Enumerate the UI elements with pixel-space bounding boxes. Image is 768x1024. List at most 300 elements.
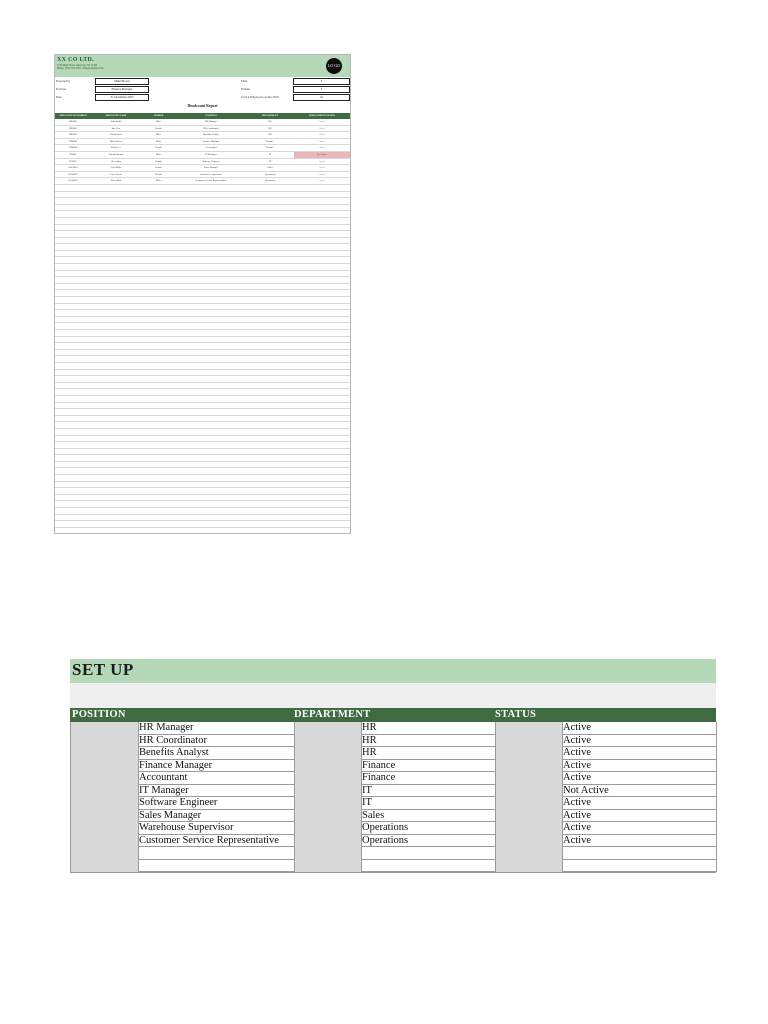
status-item[interactable]: Not Active	[563, 785, 717, 798]
cell-id[interactable]	[55, 508, 91, 514]
position-item[interactable]	[139, 847, 295, 860]
position-item[interactable]: Warehouse Supervisor	[139, 822, 295, 835]
cell-position[interactable]	[176, 330, 246, 336]
cell-position[interactable]	[176, 376, 246, 382]
cell-gender[interactable]	[141, 277, 176, 283]
cell-gender[interactable]	[141, 383, 176, 389]
cell-id[interactable]	[55, 297, 91, 303]
cell-gender[interactable]	[141, 429, 176, 435]
cell-name[interactable]	[91, 264, 141, 270]
cell-dept[interactable]	[246, 337, 294, 343]
cell-position[interactable]	[176, 409, 246, 415]
cell-gender[interactable]	[141, 304, 176, 310]
cell-position[interactable]	[176, 455, 246, 461]
cell-status[interactable]: Active	[318, 159, 326, 163]
cell-dept[interactable]	[246, 211, 294, 217]
cell-id[interactable]	[55, 436, 91, 442]
position-item[interactable]: HR Coordinator	[139, 735, 295, 748]
cell-dept[interactable]	[246, 455, 294, 461]
cell-status[interactable]	[294, 436, 350, 442]
cell-position[interactable]	[176, 343, 246, 349]
cell-dept[interactable]: IT	[268, 152, 272, 156]
cell-name[interactable]	[91, 198, 141, 204]
cell-status[interactable]: Active	[318, 120, 326, 123]
cell-dept[interactable]	[246, 225, 294, 231]
cell-dept[interactable]	[246, 290, 294, 296]
cell-name[interactable]	[91, 225, 141, 231]
cell-position[interactable]	[176, 449, 246, 455]
cell-gender[interactable]	[141, 416, 176, 422]
cell-id[interactable]	[55, 462, 91, 468]
cell-id[interactable]	[55, 330, 91, 336]
cell-position[interactable]	[176, 475, 246, 481]
cell-name[interactable]: Lisa Miller	[110, 166, 122, 170]
cell-dept[interactable]	[246, 436, 294, 442]
cell-id[interactable]: HR0001	[68, 120, 78, 123]
cell-name[interactable]	[91, 403, 141, 409]
cell-name[interactable]	[91, 185, 141, 191]
department-item[interactable]: HR	[362, 735, 496, 748]
cell-name[interactable]: Ali Asghar	[110, 159, 122, 163]
cell-status[interactable]	[294, 297, 350, 303]
cell-gender[interactable]: Female	[154, 126, 163, 130]
cell-name[interactable]	[91, 304, 141, 310]
cell-gender[interactable]	[141, 343, 176, 349]
cell-position[interactable]	[176, 422, 246, 428]
cell-dept[interactable]	[246, 429, 294, 435]
cell-dept[interactable]	[246, 501, 294, 507]
cell-id[interactable]	[55, 251, 91, 257]
cell-status[interactable]	[294, 416, 350, 422]
cell-gender[interactable]	[141, 475, 176, 481]
cell-gender[interactable]	[141, 455, 176, 461]
cell-gender[interactable]	[141, 198, 176, 204]
cell-id[interactable]	[55, 455, 91, 461]
cell-position[interactable]	[176, 363, 246, 369]
cell-status[interactable]	[294, 198, 350, 204]
cell-gender[interactable]	[141, 310, 176, 316]
meta-value-female[interactable]: 5	[293, 86, 350, 93]
cell-status[interactable]	[294, 218, 350, 224]
cell-gender[interactable]	[141, 515, 176, 521]
cell-status[interactable]: Not Active	[294, 152, 350, 158]
cell-id[interactable]	[55, 238, 91, 244]
cell-position[interactable]	[176, 284, 246, 290]
cell-position[interactable]	[176, 370, 246, 376]
cell-position[interactable]	[176, 521, 246, 527]
cell-name[interactable]	[91, 251, 141, 257]
cell-dept[interactable]	[246, 244, 294, 250]
cell-gender[interactable]: Female	[154, 172, 163, 176]
cell-status[interactable]	[294, 343, 350, 349]
cell-gender[interactable]	[141, 370, 176, 376]
cell-dept[interactable]	[246, 343, 294, 349]
cell-id[interactable]	[55, 231, 91, 237]
cell-name[interactable]	[91, 238, 141, 244]
cell-status[interactable]: Active	[318, 166, 326, 170]
cell-dept[interactable]	[246, 416, 294, 422]
cell-status[interactable]	[294, 521, 350, 527]
cell-gender[interactable]	[141, 185, 176, 191]
cell-name[interactable]	[91, 297, 141, 303]
cell-status[interactable]	[294, 376, 350, 382]
cell-position[interactable]	[176, 317, 246, 323]
cell-status[interactable]	[294, 442, 350, 448]
cell-position[interactable]	[176, 429, 246, 435]
cell-status[interactable]	[294, 238, 350, 244]
cell-name[interactable]	[91, 205, 141, 211]
cell-gender[interactable]	[141, 396, 176, 402]
cell-position[interactable]	[176, 205, 246, 211]
cell-status[interactable]	[294, 482, 350, 488]
cell-dept[interactable]	[246, 462, 294, 468]
cell-name[interactable]	[91, 310, 141, 316]
cell-name[interactable]	[91, 317, 141, 323]
cell-dept[interactable]	[246, 449, 294, 455]
cell-status[interactable]	[294, 363, 350, 369]
cell-gender[interactable]	[141, 284, 176, 290]
cell-gender[interactable]: Male	[156, 139, 161, 143]
cell-id[interactable]	[55, 290, 91, 296]
cell-status[interactable]: Active	[318, 126, 326, 130]
cell-status[interactable]	[294, 403, 350, 409]
cell-name[interactable]	[91, 343, 141, 349]
cell-status[interactable]	[294, 356, 350, 362]
cell-status[interactable]	[294, 205, 350, 211]
cell-gender[interactable]: Male	[156, 179, 161, 183]
cell-status[interactable]: Active	[318, 172, 326, 176]
cell-position[interactable]	[176, 297, 246, 303]
cell-id[interactable]	[55, 323, 91, 329]
cell-gender[interactable]	[141, 271, 176, 277]
cell-gender[interactable]	[141, 251, 176, 257]
cell-dept[interactable]	[246, 238, 294, 244]
cell-name[interactable]: David Johnson	[108, 152, 124, 156]
cell-id[interactable]	[55, 211, 91, 217]
cell-name[interactable]	[91, 462, 141, 468]
department-item[interactable]: IT	[362, 797, 496, 810]
cell-gender[interactable]: Male	[156, 133, 161, 137]
cell-position[interactable]	[176, 198, 246, 204]
cell-dept[interactable]	[246, 383, 294, 389]
cell-id[interactable]	[55, 442, 91, 448]
status-item[interactable]: Active	[563, 747, 717, 760]
cell-status[interactable]	[294, 225, 350, 231]
position-item[interactable]: Benefits Analyst	[139, 747, 295, 760]
cell-status[interactable]	[294, 277, 350, 283]
cell-gender[interactable]	[141, 468, 176, 474]
cell-name[interactable]: John Smith	[110, 120, 122, 123]
cell-dept[interactable]	[246, 277, 294, 283]
cell-id[interactable]	[55, 244, 91, 250]
cell-name[interactable]	[91, 422, 141, 428]
cell-position[interactable]	[176, 350, 246, 356]
department-item[interactable]: HR	[362, 722, 496, 735]
cell-position[interactable]	[176, 468, 246, 474]
cell-id[interactable]	[55, 468, 91, 474]
cell-gender[interactable]	[141, 436, 176, 442]
cell-name[interactable]	[91, 244, 141, 250]
cell-dept[interactable]	[246, 521, 294, 527]
cell-dept[interactable]	[246, 304, 294, 310]
cell-position[interactable]	[176, 310, 246, 316]
cell-dept[interactable]	[246, 488, 294, 494]
cell-position[interactable]: Accountant	[205, 146, 217, 150]
cell-position[interactable]	[176, 501, 246, 507]
cell-id[interactable]	[55, 495, 91, 501]
cell-position[interactable]	[176, 225, 246, 231]
cell-status[interactable]	[294, 449, 350, 455]
cell-position[interactable]: IT Manager	[205, 152, 217, 156]
cell-name[interactable]	[91, 192, 141, 198]
cell-name[interactable]	[91, 475, 141, 481]
cell-dept[interactable]	[246, 218, 294, 224]
cell-dept[interactable]: IT	[268, 159, 272, 163]
cell-name[interactable]: Kurt Child	[110, 179, 122, 183]
cell-id[interactable]	[55, 422, 91, 428]
cell-id[interactable]	[55, 205, 91, 211]
cell-status[interactable]	[294, 501, 350, 507]
cell-name[interactable]	[91, 323, 141, 329]
cell-id[interactable]	[55, 376, 91, 382]
cell-gender[interactable]	[141, 403, 176, 409]
cell-position[interactable]	[176, 442, 246, 448]
cell-gender[interactable]	[141, 449, 176, 455]
cell-name[interactable]	[91, 218, 141, 224]
cell-id[interactable]: FIN0002	[68, 146, 78, 150]
cell-status[interactable]	[294, 231, 350, 237]
cell-name[interactable]	[91, 277, 141, 283]
cell-id[interactable]	[55, 264, 91, 270]
meta-value-prepared-by[interactable]: Mike Brown	[95, 78, 149, 85]
cell-name[interactable]	[91, 409, 141, 415]
meta-value-date[interactable]: 31 December 2025	[95, 94, 149, 101]
cell-dept[interactable]	[246, 257, 294, 263]
cell-gender[interactable]: Female	[154, 159, 163, 163]
cell-gender[interactable]	[141, 323, 176, 329]
cell-status[interactable]	[294, 244, 350, 250]
cell-id[interactable]	[55, 271, 91, 277]
cell-gender[interactable]	[141, 211, 176, 217]
cell-status[interactable]	[294, 185, 350, 191]
cell-name[interactable]	[91, 482, 141, 488]
cell-position[interactable]	[176, 257, 246, 263]
cell-gender[interactable]	[141, 244, 176, 250]
cell-dept[interactable]: HR	[268, 133, 272, 137]
cell-status[interactable]	[294, 495, 350, 501]
cell-status[interactable]	[294, 290, 350, 296]
cell-name[interactable]	[91, 231, 141, 237]
position-item[interactable]: HR Manager	[139, 722, 295, 735]
cell-position[interactable]	[176, 231, 246, 237]
cell-name[interactable]	[91, 389, 141, 395]
cell-gender[interactable]	[141, 462, 176, 468]
cell-position[interactable]	[176, 356, 246, 362]
cell-gender[interactable]	[141, 218, 176, 224]
cell-dept[interactable]	[246, 356, 294, 362]
cell-dept[interactable]	[246, 297, 294, 303]
status-item[interactable]	[563, 847, 717, 860]
cell-position[interactable]	[176, 482, 246, 488]
cell-id[interactable]	[55, 409, 91, 415]
cell-position[interactable]	[176, 218, 246, 224]
cell-name[interactable]	[91, 284, 141, 290]
cell-id[interactable]	[55, 277, 91, 283]
cell-name[interactable]	[91, 442, 141, 448]
cell-id[interactable]	[55, 350, 91, 356]
cell-name[interactable]	[91, 257, 141, 263]
cell-name[interactable]	[91, 455, 141, 461]
cell-name[interactable]	[91, 521, 141, 527]
cell-dept[interactable]	[246, 370, 294, 376]
cell-gender[interactable]	[141, 508, 176, 514]
cell-name[interactable]	[91, 211, 141, 217]
cell-dept[interactable]	[246, 389, 294, 395]
cell-dept[interactable]	[246, 271, 294, 277]
cell-name[interactable]	[91, 363, 141, 369]
cell-dept[interactable]	[246, 192, 294, 198]
cell-position[interactable]: Customer Service Representative	[195, 179, 227, 183]
cell-id[interactable]	[55, 396, 91, 402]
cell-gender[interactable]	[141, 337, 176, 343]
cell-name[interactable]	[91, 376, 141, 382]
cell-status[interactable]	[294, 383, 350, 389]
cell-status[interactable]	[294, 330, 350, 336]
cell-position[interactable]	[176, 462, 246, 468]
cell-dept[interactable]	[246, 482, 294, 488]
cell-status[interactable]	[294, 257, 350, 263]
cell-status[interactable]	[294, 455, 350, 461]
cell-dept[interactable]	[246, 468, 294, 474]
cell-position[interactable]	[176, 277, 246, 283]
cell-gender[interactable]: Female	[154, 146, 163, 150]
cell-position[interactable]	[176, 244, 246, 250]
cell-id[interactable]	[55, 515, 91, 521]
cell-status[interactable]	[294, 310, 350, 316]
cell-dept[interactable]	[246, 317, 294, 323]
cell-id[interactable]: IT0002	[69, 159, 77, 163]
cell-status[interactable]	[294, 211, 350, 217]
cell-status[interactable]	[294, 409, 350, 415]
cell-position[interactable]	[176, 238, 246, 244]
cell-id[interactable]	[55, 389, 91, 395]
cell-status[interactable]	[294, 370, 350, 376]
department-item[interactable]: Sales	[362, 810, 496, 823]
cell-id[interactable]	[55, 429, 91, 435]
department-item[interactable]	[362, 860, 496, 873]
status-item[interactable]: Active	[563, 797, 717, 810]
cell-position[interactable]: Benefits Analyst	[203, 133, 219, 137]
cell-gender[interactable]	[141, 231, 176, 237]
cell-name[interactable]	[91, 449, 141, 455]
cell-position[interactable]	[176, 271, 246, 277]
cell-gender[interactable]: Male	[156, 152, 161, 156]
cell-id[interactable]	[55, 343, 91, 349]
cell-gender[interactable]	[141, 350, 176, 356]
cell-id[interactable]: FIN0001	[68, 139, 78, 143]
cell-position[interactable]	[176, 211, 246, 217]
position-item[interactable]: Customer Service Representative	[139, 835, 295, 848]
cell-dept[interactable]: Sales	[267, 166, 273, 170]
cell-gender[interactable]	[141, 356, 176, 362]
cell-position[interactable]	[176, 416, 246, 422]
cell-dept[interactable]	[246, 251, 294, 257]
cell-status[interactable]: Active	[318, 179, 326, 183]
cell-gender[interactable]	[141, 363, 176, 369]
cell-dept[interactable]	[246, 323, 294, 329]
cell-position[interactable]	[176, 403, 246, 409]
status-item[interactable]	[563, 860, 717, 873]
position-item[interactable]: Finance Manager	[139, 760, 295, 773]
cell-dept[interactable]	[246, 508, 294, 514]
cell-id[interactable]	[55, 449, 91, 455]
cell-name[interactable]	[91, 350, 141, 356]
cell-id[interactable]: OPS0001	[68, 172, 78, 176]
cell-id[interactable]	[55, 192, 91, 198]
cell-position[interactable]	[176, 264, 246, 270]
cell-gender[interactable]	[141, 422, 176, 428]
cell-dept[interactable]	[246, 495, 294, 501]
cell-name[interactable]: Jane Doe	[111, 126, 121, 130]
cell-dept[interactable]	[246, 284, 294, 290]
cell-status[interactable]	[294, 271, 350, 277]
meta-value-position[interactable]: Finance Manager	[95, 86, 149, 93]
cell-dept[interactable]	[246, 422, 294, 428]
cell-status[interactable]	[294, 304, 350, 310]
cell-status[interactable]	[294, 422, 350, 428]
cell-position[interactable]	[176, 436, 246, 442]
cell-dept[interactable]: Operations	[264, 179, 276, 183]
cell-gender[interactable]	[141, 442, 176, 448]
cell-id[interactable]	[55, 317, 91, 323]
cell-gender[interactable]	[141, 290, 176, 296]
cell-gender[interactable]	[141, 205, 176, 211]
cell-dept[interactable]	[246, 350, 294, 356]
cell-status[interactable]	[294, 264, 350, 270]
department-item[interactable]	[362, 847, 496, 860]
status-item[interactable]: Active	[563, 735, 717, 748]
status-item[interactable]: Active	[563, 810, 717, 823]
cell-position[interactable]	[176, 383, 246, 389]
cell-dept[interactable]	[246, 363, 294, 369]
cell-name[interactable]	[91, 501, 141, 507]
cell-dept[interactable]	[246, 231, 294, 237]
department-item[interactable]: Finance	[362, 772, 496, 785]
cell-id[interactable]	[55, 370, 91, 376]
cell-name[interactable]: Mike Brown	[109, 139, 123, 143]
cell-status[interactable]	[294, 389, 350, 395]
cell-id[interactable]	[55, 198, 91, 204]
cell-dept[interactable]: Finance	[266, 139, 274, 143]
cell-id[interactable]	[55, 310, 91, 316]
cell-dept[interactable]: Operations	[264, 172, 276, 176]
cell-name[interactable]	[91, 416, 141, 422]
cell-name[interactable]	[91, 330, 141, 336]
meta-value-total[interactable]: 10	[293, 94, 350, 101]
cell-id[interactable]	[55, 383, 91, 389]
cell-id[interactable]	[55, 356, 91, 362]
department-item[interactable]: Operations	[362, 822, 496, 835]
cell-dept[interactable]	[246, 330, 294, 336]
cell-name[interactable]	[91, 356, 141, 362]
cell-id[interactable]: OPS0002	[68, 179, 78, 183]
cell-id[interactable]	[55, 284, 91, 290]
cell-gender[interactable]	[141, 501, 176, 507]
cell-id[interactable]	[55, 482, 91, 488]
cell-dept[interactable]	[246, 185, 294, 191]
cell-name[interactable]	[91, 508, 141, 514]
cell-dept[interactable]	[246, 442, 294, 448]
